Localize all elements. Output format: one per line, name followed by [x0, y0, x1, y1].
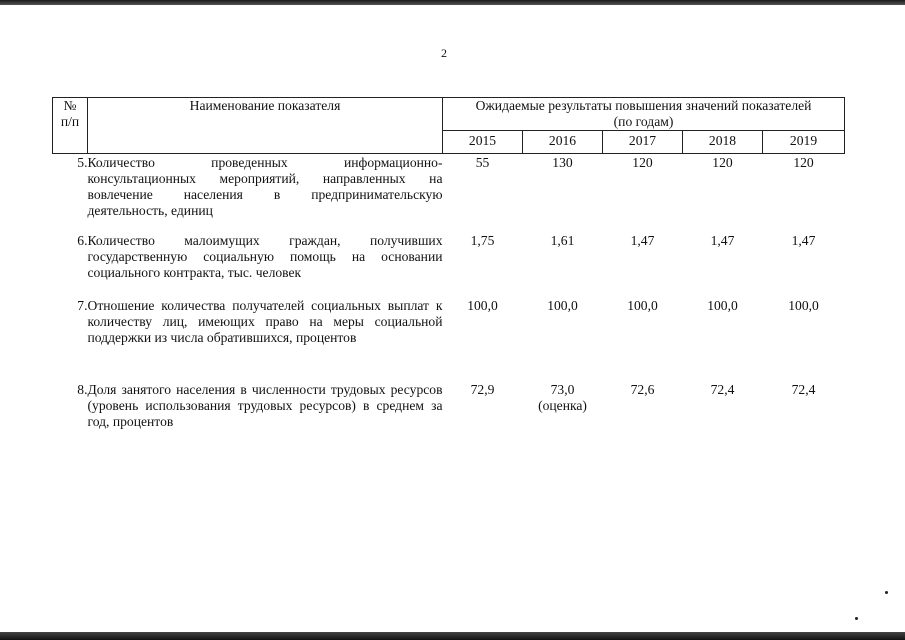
value-2015: 72,9	[470, 382, 495, 397]
value-2016: 1,61	[550, 233, 575, 248]
header-year-2018: 2018	[683, 131, 763, 154]
scan-bottom-edge	[0, 632, 905, 640]
value-2015: 55	[475, 155, 490, 170]
value-2017: 100,0	[627, 298, 658, 313]
value-2016: 130	[552, 155, 573, 170]
table-row	[53, 154, 845, 231]
table-row	[53, 298, 845, 382]
header-indicator-name: Наименование показателя	[88, 98, 443, 154]
value-2016: 100,0	[547, 298, 578, 313]
header-number: № п/п	[53, 98, 88, 154]
value-2019: 72,4	[791, 382, 816, 397]
row-number: 6.	[77, 233, 88, 248]
header-expected-results: Ожидаемые результаты повышения значений показателей (по годам)	[443, 98, 845, 131]
value-2016: 73,0 (оценка)	[538, 382, 587, 413]
scan-speck	[885, 591, 888, 594]
value-2018: 72,4	[710, 382, 735, 397]
indicator-name: Отношение количества получателей социальных выплат к количеству лиц, имеющих право на меры социальной поддержки из числа обратившихся, процентов	[87, 298, 443, 345]
scan-speck	[855, 617, 858, 620]
value-2018: 120	[712, 155, 733, 170]
header-year-2015: 2015	[443, 131, 523, 154]
value-2019: 1,47	[791, 233, 816, 248]
indicators-table	[52, 97, 845, 442]
indicator-name: Количество проведенных информационно-консультационных мероприятий, направленных на вовлечение населения в предпринимательскую деятельность, единиц	[87, 155, 443, 218]
value-2019: 120	[793, 155, 814, 170]
indicator-name: Количество малоимущих граждан, получивших государственную социальную помощь на основании социального контракта, тыс. человек	[87, 233, 443, 280]
value-2015: 100,0	[467, 298, 498, 313]
value-2015: 1,75	[470, 233, 495, 248]
value-2018: 1,47	[710, 233, 735, 248]
table-row	[53, 382, 845, 442]
table-row	[53, 230, 845, 298]
header-year-2017: 2017	[603, 131, 683, 154]
header-year-2016: 2016	[523, 131, 603, 154]
value-2017: 72,6	[630, 382, 655, 397]
page-number: 2	[441, 46, 447, 60]
row-number: 7.	[77, 298, 88, 313]
row-number: 5.	[77, 155, 88, 170]
value-2017: 1,47	[630, 233, 655, 248]
value-2018: 100,0	[707, 298, 738, 313]
scan-top-edge	[0, 0, 905, 5]
row-number: 8.	[77, 382, 88, 397]
indicator-name: Доля занятого населения в численности трудовых ресурсов (уровень использования трудовых ресурсов) в среднем за год, процентов	[87, 382, 443, 429]
value-2019: 100,0	[788, 298, 819, 313]
value-2017: 120	[632, 155, 653, 170]
header-year-2019: 2019	[763, 131, 845, 154]
